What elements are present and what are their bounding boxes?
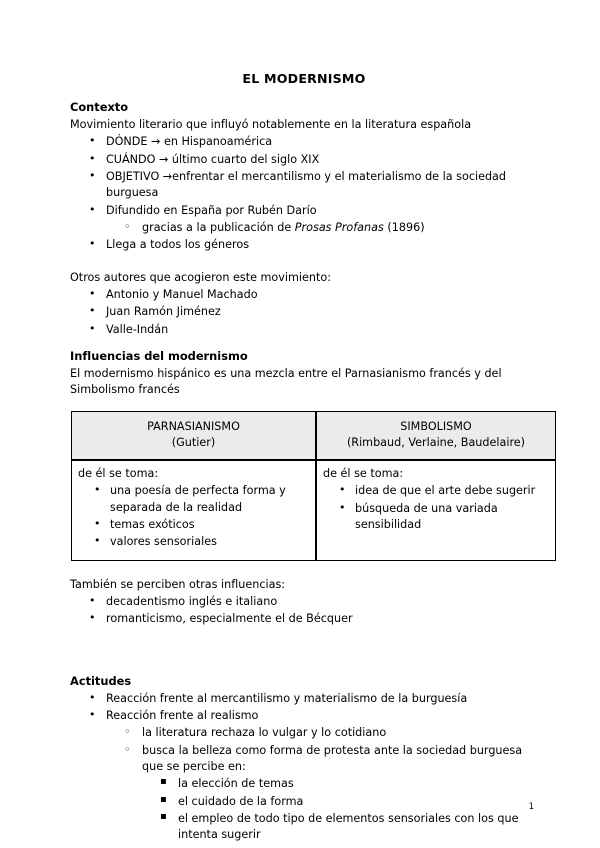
page-number: 1 (528, 801, 534, 812)
cell-lead: de él se toma: (323, 467, 404, 481)
list-item-label: Reacción frente al realismo (106, 708, 259, 722)
list-item: • DÓNDE → en Hispanoamérica (70, 134, 538, 150)
spacer (70, 254, 538, 270)
list-item (106, 220, 538, 236)
spacer (70, 658, 538, 674)
list-item: • romanticismo, especialmente el de Bécquer (70, 611, 538, 627)
otras-influencias-list (70, 594, 538, 628)
section-heading-actitudes: Actitudes (70, 673, 132, 688)
subitem-prefix: gracias a la publicación de (142, 220, 295, 234)
list-item: • Reacción frente al mercantilismo y materialismo de la burguesía (70, 691, 538, 707)
table-row (71, 411, 556, 460)
contexto-list (70, 134, 538, 253)
list-item (70, 708, 538, 844)
spacer (70, 561, 538, 577)
spacer (70, 338, 538, 349)
list-item: • Antonio y Manuel Machado (70, 287, 538, 303)
header-sub: (Gutier) (171, 436, 216, 450)
list-item: ▪ el cuidado de la forma (142, 794, 538, 810)
header-name: PARNASIANISMO (147, 420, 240, 434)
list-item (106, 743, 538, 844)
list-item: • CUÁNDO → último cuarto del siglo XIX (70, 152, 538, 168)
list-item: • decadentismo inglés e italiano (70, 594, 538, 610)
list-item (70, 203, 538, 237)
section-heading-contexto: Contexto (70, 100, 129, 114)
table-cell-parnasianismo (71, 460, 316, 561)
list-item: ◦ la literatura rechaza lo vulgar y lo cotidiano (106, 725, 538, 741)
actitudes-sublist (106, 725, 538, 843)
table-row (71, 460, 556, 561)
cell-list (78, 483, 309, 550)
table-body (71, 460, 556, 561)
list-item: • OBJETIVO →enfrentar el mercantilismo y el materialismo de la sociedad burguesa (70, 169, 538, 202)
actitudes-subsublist (142, 776, 538, 843)
contexto-sublist (106, 220, 538, 236)
table-header-cell-parnasianismo (71, 411, 316, 460)
spacer (70, 628, 538, 658)
influencias-intro: El modernismo hispánico es una mezcla entre el Parnasianismo francés y del Simbolismo francés (70, 366, 502, 397)
cell-lead: de él se toma: (78, 467, 159, 481)
contexto-intro: Movimiento literario que influyó notablemente en la literatura española (70, 117, 472, 131)
influences-table (71, 411, 556, 560)
table-cell-simbolismo (316, 460, 556, 561)
list-item: • valores sensoriales (78, 534, 309, 550)
otros-autores-lead: Otros autores que acogieron este movimiento: (70, 270, 331, 284)
list-item-label: Difundido en España por Rubén Darío (106, 203, 317, 217)
list-item: • Juan Ramón Jiménez (70, 304, 538, 320)
list-item: • Llega a todos los géneros (70, 237, 538, 253)
list-item: • Valle-Indán (70, 322, 538, 338)
subitem-suffix: (1896) (383, 220, 425, 234)
header-name: SIMBOLISMO (400, 420, 472, 434)
list-item-label: busca la belleza como forma de protesta ante la sociedad burguesa que se percibe en: (142, 743, 523, 773)
otras-influencias-lead: También se perciben otras influencias: (70, 577, 286, 591)
section-heading-influencias: Influencias del modernismo (70, 348, 248, 363)
table-header (71, 411, 556, 460)
page-title: EL MODERNISMO (242, 71, 366, 86)
list-item: • una poesía de perfecta forma y separada de la realidad (78, 483, 309, 516)
list-item: • temas exóticos (78, 517, 309, 533)
actitudes-list (70, 691, 538, 844)
cell-list (323, 483, 549, 533)
list-item: ▪ la elección de temas (142, 776, 538, 792)
list-item: • idea de que el arte debe sugerir (323, 483, 549, 499)
header-sub: (Rimbaud, Verlaine, Baudelaire) (346, 436, 526, 450)
work-title: Prosas Profanas (294, 220, 384, 234)
list-item: • búsqueda de una variada sensibilidad (323, 501, 549, 534)
list-item: ▪ el empleo de todo tipo de elementos sensoriales con los que intenta sugerir (142, 811, 538, 844)
otros-autores-list (70, 287, 538, 338)
table-header-cell-simbolismo (316, 411, 556, 460)
